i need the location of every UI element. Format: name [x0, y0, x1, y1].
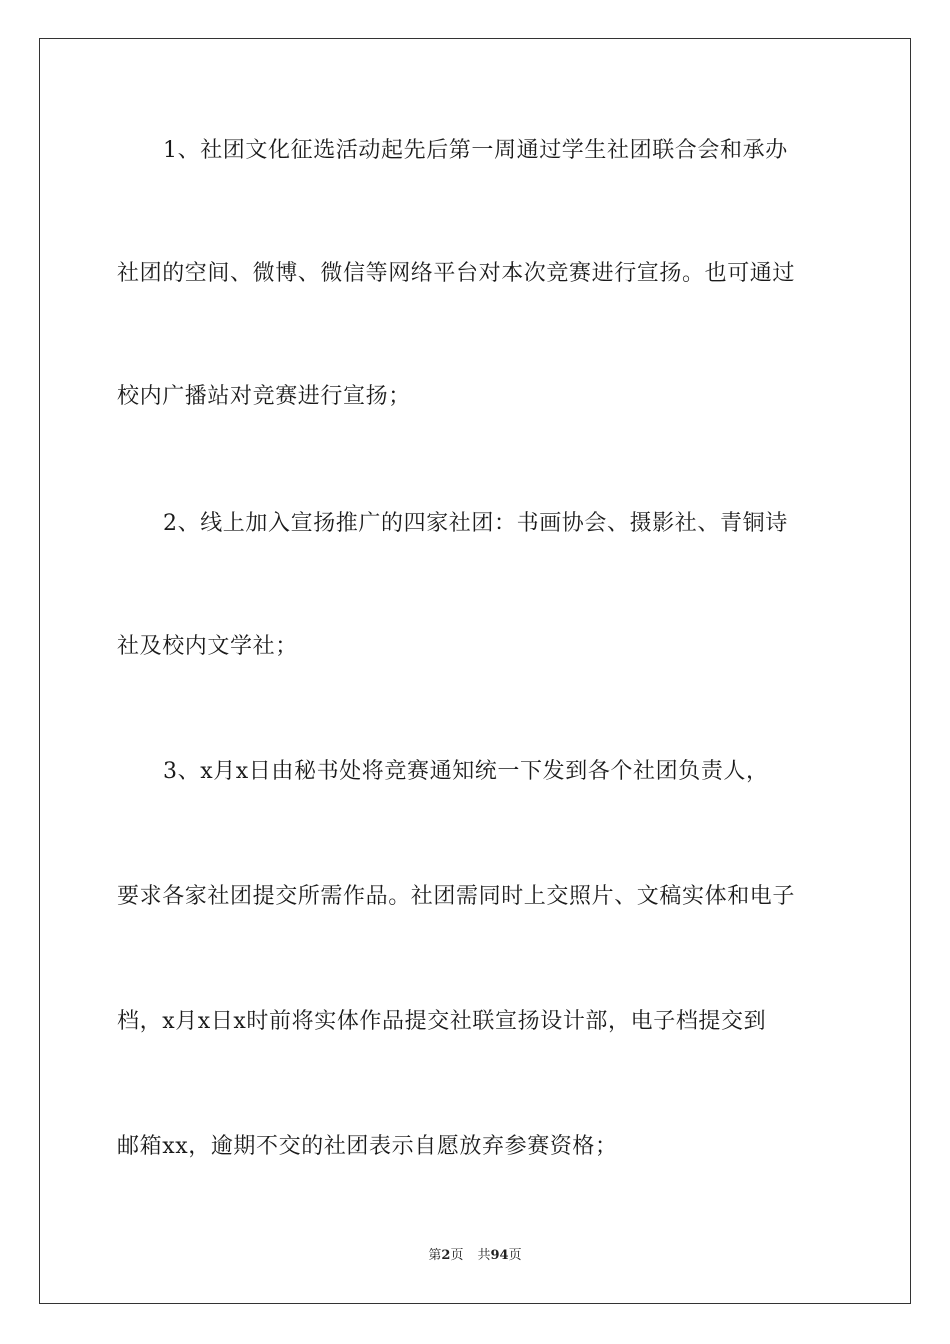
- paragraph-1-line-1: 1、社团文化征选活动起先后第一周通过学生社团联合会和承办: [163, 138, 788, 163]
- page-footer: [0, 1247, 950, 1265]
- total-prefix: 共: [477, 1248, 491, 1263]
- paragraph-2-line-1: 2、线上加入宣扬推广的四家社团：书画协会、摄影社、青铜诗: [163, 511, 788, 536]
- paragraph-3-line-2: 要求各家社团提交所需作品。社团需同时上交照片、文稿实体和电子: [117, 884, 796, 909]
- paragraph-3-line-4: 邮箱xx，逾期不交的社团表示自愿放弃参赛资格；: [117, 1134, 618, 1159]
- paragraph-2-line-2: 社及校内文学社；: [117, 634, 298, 659]
- page-suffix: 页: [450, 1248, 464, 1263]
- page-prefix: 第: [428, 1248, 442, 1263]
- total-pages: 94: [490, 1248, 509, 1263]
- paragraph-3-line-3: 档，x月x日x时前将实体作品提交社联宣扬设计部，电子档提交到: [117, 1009, 767, 1034]
- total-suffix: 页: [508, 1248, 522, 1263]
- page-border: [39, 38, 911, 1304]
- page-number: 2: [441, 1248, 451, 1263]
- paragraph-1-line-2: 社团的空间、微博、微信等网络平台对本次竞赛进行宣扬。也可通过: [117, 261, 796, 286]
- paragraph-1-line-3: 校内广播站对竞赛进行宣扬；: [117, 384, 411, 409]
- paragraph-3-line-1: 3、x月x日由秘书处将竞赛通知统一下发到各个社团负责人，: [163, 759, 769, 784]
